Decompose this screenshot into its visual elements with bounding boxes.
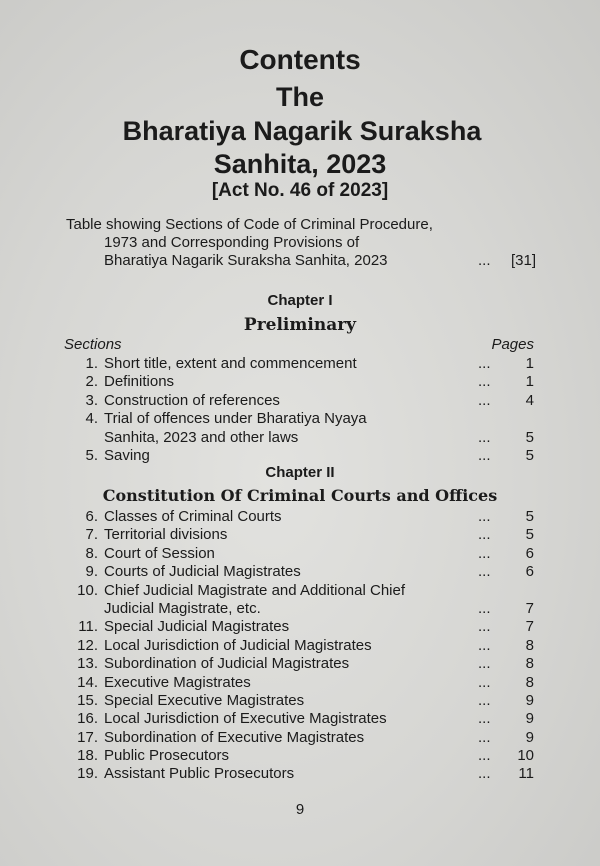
section-title: Special Judicial Magistrates (104, 618, 290, 636)
leader-dots: ... (478, 446, 491, 464)
section-number: 5. (85, 446, 98, 464)
toc-row (64, 655, 534, 673)
leader-dots: ... (478, 765, 491, 783)
section-page: 8 (525, 655, 534, 673)
section-title: Territorial divisions (104, 526, 228, 544)
section-title: Local Jurisdiction of Executive Magistrates (104, 710, 387, 728)
section-page: 6 (525, 544, 534, 562)
section-page: 7 (525, 599, 534, 617)
pages-header: Pages (491, 336, 534, 353)
section-number: 19. (77, 765, 98, 783)
page-number: 9 (295, 801, 305, 818)
section-title: Subordination of Judicial Magistrates (104, 655, 350, 673)
section-title: Judicial Magistrate, etc. (104, 599, 261, 617)
section-page: 1 (525, 373, 534, 391)
leader-dots: ... (478, 691, 491, 709)
section-page: 8 (525, 636, 534, 654)
section-page: 9 (525, 710, 534, 728)
section-page: 5 (525, 508, 534, 525)
leader-dots: ... (478, 508, 491, 525)
leader-dots: ... (478, 355, 491, 372)
section-number: 4. (85, 410, 98, 428)
section-page: 1 (525, 355, 534, 372)
sections-header: Sections (64, 336, 122, 353)
table-of-correspondence-entry (66, 216, 536, 270)
entry-line: Table showing Sections of Code of Criminal Procedure, (66, 216, 433, 233)
section-number: 9. (85, 563, 98, 581)
chapter-1-title: Preliminary (243, 315, 357, 335)
act-number: [Act No. 46 of 2023] (211, 180, 389, 201)
entry-page: [31] (510, 252, 536, 269)
leader-dots: ... (478, 728, 491, 746)
section-title: Courts of Judicial Magistrates (104, 563, 301, 581)
leader-dots: ... (478, 252, 491, 269)
section-number: 1. (85, 355, 98, 372)
toc-row (64, 582, 534, 600)
toc-row (64, 729, 534, 747)
section-page: 10 (517, 747, 534, 765)
section-number: 3. (85, 391, 98, 409)
section-title: Assistant Public Prosecutors (104, 765, 295, 783)
contents-heading: Contents (239, 44, 361, 75)
section-number: 8. (85, 544, 98, 562)
toc-row (64, 765, 534, 783)
section-number: 2. (85, 373, 98, 391)
toc-row (64, 447, 534, 465)
section-title: Public Prosecutors (104, 747, 230, 765)
leader-dots: ... (478, 673, 491, 691)
act-title-line1: Bharatiya Nagarik Suraksha (122, 116, 482, 146)
toc-row (64, 747, 534, 765)
section-number: 13. (77, 655, 98, 673)
toc-row (64, 637, 534, 655)
leader-dots: ... (478, 373, 491, 391)
section-title: Chief Judicial Magistrate and Additional Chief (104, 581, 406, 599)
section-number: 17. (77, 728, 98, 746)
entry-line: 1973 and Corresponding Provisions of (104, 234, 360, 251)
section-number: 16. (77, 710, 98, 728)
section-page: 9 (525, 691, 534, 709)
section-title: Court of Session (104, 544, 215, 562)
chapter-1-sections (64, 355, 534, 465)
toc-row (64, 508, 534, 526)
toc-row (64, 410, 534, 428)
chapter-2-sections (64, 508, 534, 784)
section-page: 11 (518, 765, 534, 783)
section-title: Saving (104, 446, 150, 464)
toc-row (64, 600, 534, 618)
toc-row (64, 563, 534, 581)
section-number: 6. (85, 508, 98, 525)
section-title: Subordination of Executive Magistrates (104, 728, 365, 746)
column-headers (64, 336, 534, 353)
toc-row (64, 526, 534, 544)
section-page: 8 (525, 673, 534, 691)
section-title: Construction of references (104, 391, 280, 409)
section-page: 4 (525, 391, 534, 409)
leader-dots: ... (478, 391, 491, 409)
toc-row (64, 373, 534, 391)
section-number: 11. (78, 618, 98, 636)
section-page: 6 (525, 563, 534, 581)
section-page: 5 (525, 428, 534, 446)
section-number: 7. (85, 526, 98, 544)
section-number: 10. (77, 581, 98, 599)
toc-row (64, 392, 534, 410)
toc-row (64, 674, 534, 692)
section-title: Classes of Criminal Courts (104, 508, 282, 525)
section-number: 14. (77, 673, 98, 691)
section-title: Sanhita, 2023 and other laws (104, 428, 299, 446)
toc-row (64, 692, 534, 710)
leader-dots: ... (478, 563, 491, 581)
chapter-2-title: Constitution Of Criminal Courts and Offices (102, 486, 498, 505)
section-number: 12. (77, 636, 98, 654)
leader-dots: ... (478, 636, 491, 654)
section-number: 15. (77, 691, 98, 709)
leader-dots: ... (478, 428, 491, 446)
title-the: The (275, 82, 324, 112)
leader-dots: ... (478, 526, 491, 544)
toc-row (64, 355, 534, 373)
leader-dots: ... (478, 710, 491, 728)
leader-dots: ... (478, 599, 491, 617)
section-page: 7 (525, 618, 534, 636)
section-title: Definitions (104, 373, 175, 391)
section-title: Trial of offences under Bharatiya Nyaya (104, 410, 367, 428)
section-title: Executive Magistrates (104, 673, 251, 691)
section-page: 5 (525, 446, 534, 464)
toc-row (64, 545, 534, 563)
act-title-line2: Sanhita, 2023 (213, 149, 387, 179)
section-number: 18. (77, 747, 98, 765)
section-title: Special Executive Magistrates (104, 691, 305, 709)
leader-dots: ... (478, 747, 491, 765)
section-title: Local Jurisdiction of Judicial Magistrates (104, 636, 372, 654)
toc-row (64, 710, 534, 728)
toc-row (64, 618, 534, 636)
leader-dots: ... (478, 544, 491, 562)
leader-dots: ... (478, 618, 491, 636)
toc-row (64, 429, 534, 447)
section-page: 9 (525, 728, 534, 746)
section-title: Short title, extent and commencement (104, 355, 357, 372)
entry-line: Bharatiya Nagarik Suraksha Sanhita, 2023 (104, 252, 388, 269)
leader-dots: ... (478, 655, 491, 673)
section-page: 5 (525, 526, 534, 544)
chapter-1-label: Chapter I (267, 292, 333, 309)
chapter-2-label: Chapter II (265, 464, 335, 481)
